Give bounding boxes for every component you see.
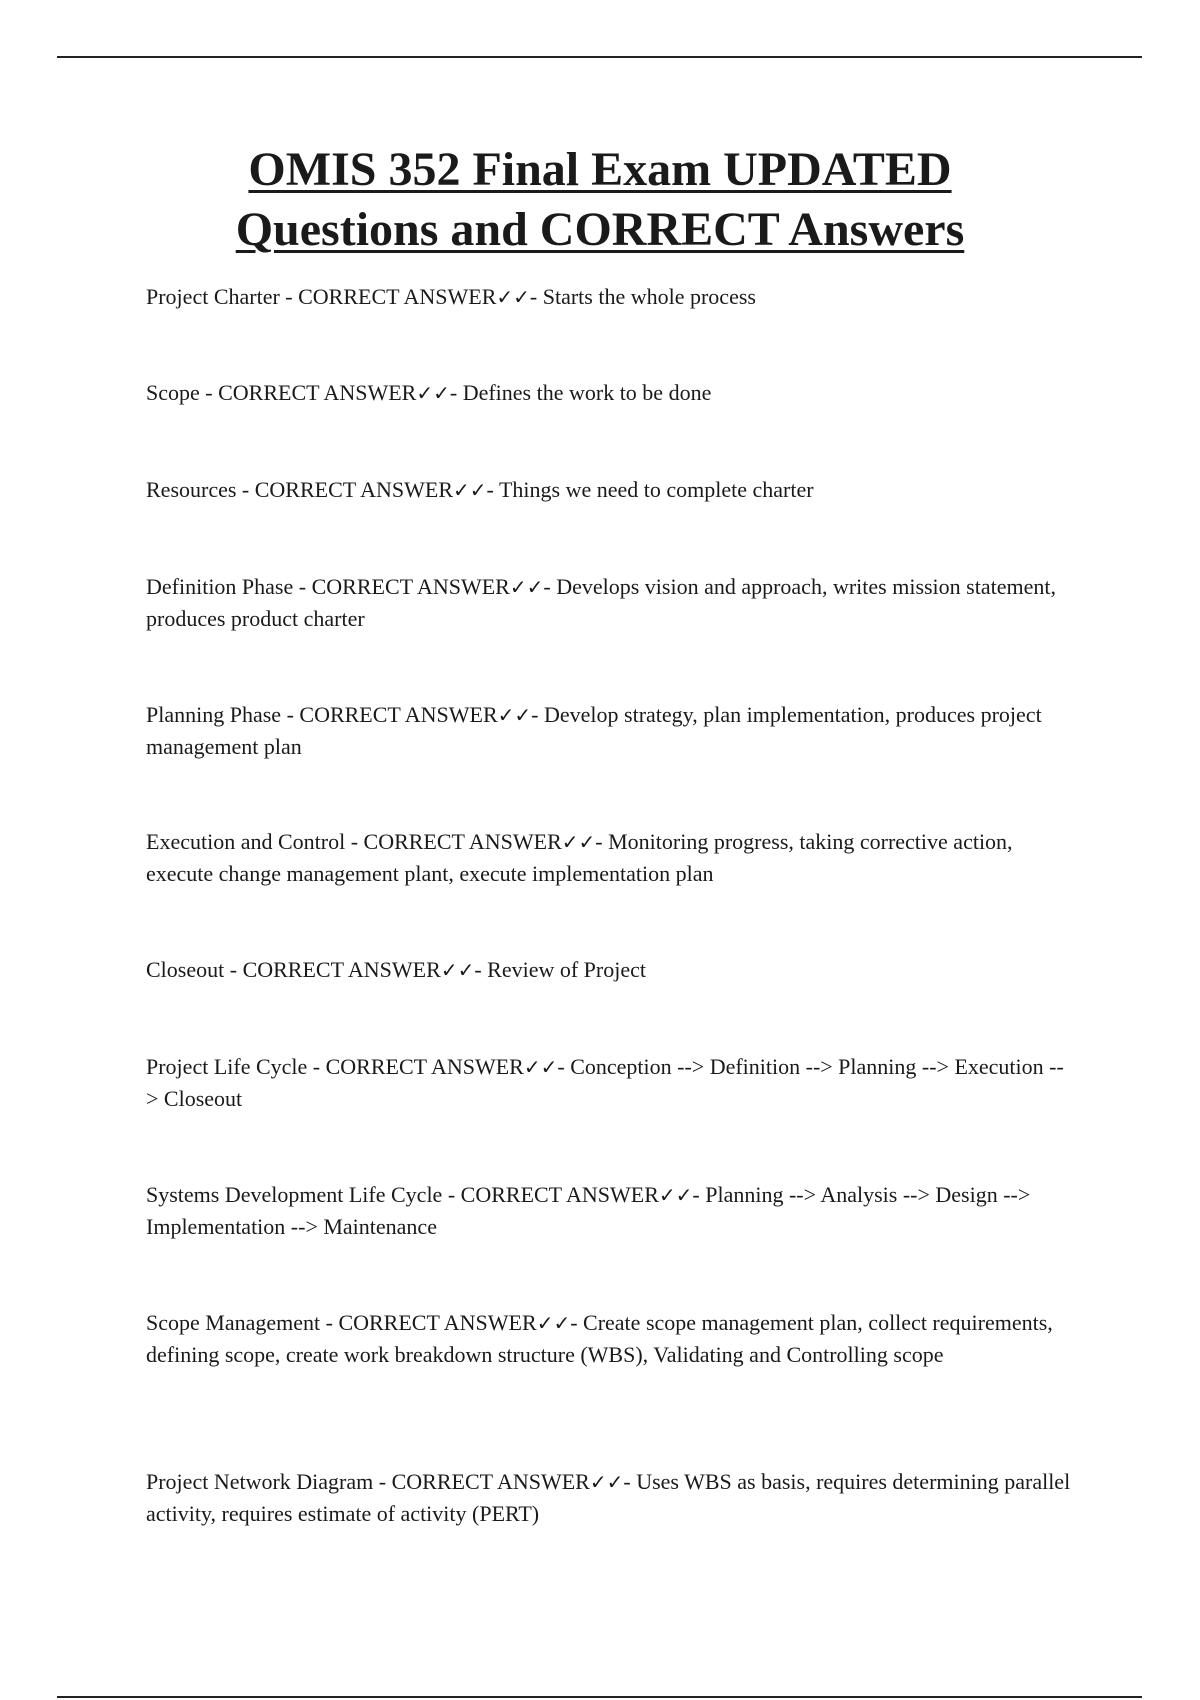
qa-term: Execution and Control xyxy=(146,829,346,854)
qa-term: Project Charter xyxy=(146,284,280,309)
correct-answer-label: CORRECT ANSWER xyxy=(391,1469,590,1494)
correct-answer-label: CORRECT ANSWER xyxy=(254,477,453,502)
qa-answer: Uses WBS as basis, requires determining parallel activity, requires estimate of activity (PERT) xyxy=(146,1469,1071,1526)
qa-entry: Execution and Control - CORRECT ANSWER✓✓- Monitoring progress, taking corrective action, execute change management plant, execute implementation plan xyxy=(146,829,1013,886)
qa-answer: Planning --> Analysis --> Design --> Implementation --> Maintenance xyxy=(146,1182,1031,1239)
qa-entry: Project Network Diagram - CORRECT ANSWER✓✓- Uses WBS as basis, requires determining parallel activity, requires estimate of activity (PERT) xyxy=(146,1469,1071,1526)
qa-term: Definition Phase xyxy=(146,574,294,599)
qa-answer: Review of Project xyxy=(487,957,647,982)
qa-entry: Scope - CORRECT ANSWER✓✓- Defines the work to be done xyxy=(146,380,712,405)
qa-term: Closeout xyxy=(146,957,225,982)
qa-term: Scope xyxy=(146,380,200,405)
double-check-icon: ✓✓ xyxy=(453,478,487,502)
double-check-icon: ✓✓ xyxy=(658,1183,693,1207)
qa-answer: Conception --> Definition --> Planning --> Execution --> Closeout xyxy=(146,1054,1064,1111)
qa-term: Scope Management xyxy=(146,1310,321,1335)
correct-answer-label: CORRECT ANSWER xyxy=(299,702,498,727)
qa-answer: Things we need to complete charter xyxy=(498,477,814,502)
page-title xyxy=(0,140,1200,260)
correct-answer-label: CORRECT ANSWER xyxy=(311,574,510,599)
qa-entry: Scope Management - CORRECT ANSWER✓✓- Create scope management plan, collect requirements, defining scope, create work breakdown structure (WBS), Validating and Controlling scope xyxy=(146,1310,1053,1367)
qa-entry: Closeout - CORRECT ANSWER✓✓- Review of Project xyxy=(146,957,647,982)
title-line-1: OMIS 352 Final Exam UPDATED xyxy=(248,143,952,196)
double-check-icon: ✓✓ xyxy=(440,958,475,982)
qa-answer: Develops vision and approach, writes mission statement, produces product charter xyxy=(146,574,1056,631)
qa-entry: Project Charter - CORRECT ANSWER✓✓- Starts the whole process xyxy=(146,284,756,309)
qa-entry: Definition Phase - CORRECT ANSWER✓✓- Develops vision and approach, writes mission statement, produces product charter xyxy=(146,574,1056,631)
qa-term: Resources xyxy=(146,477,237,502)
qa-entry: Systems Development Life Cycle - CORRECT ANSWER✓✓- Planning --> Analysis --> Design --> Implementation --> Maintenance xyxy=(146,1182,1031,1239)
correct-answer-label: CORRECT ANSWER xyxy=(218,380,417,405)
double-check-icon: ✓✓ xyxy=(497,703,532,727)
qa-answer: Monitoring progress, taking corrective action, execute change management plant, execute implementation plan xyxy=(146,829,1013,886)
qa-entry: Planning Phase - CORRECT ANSWER✓✓- Develop strategy, plan implementation, produces project management plan xyxy=(146,702,1042,759)
correct-answer-label: CORRECT ANSWER xyxy=(460,1182,659,1207)
double-check-icon: ✓✓ xyxy=(589,1470,624,1494)
qa-answer: Create scope management plan, collect requirements, defining scope, create work breakdown structure (WBS), Validating and Controlling scope xyxy=(146,1310,1053,1367)
double-check-icon: ✓✓ xyxy=(523,1055,558,1079)
qa-answer: Defines the work to be done xyxy=(462,380,712,405)
qa-term: Project Network Diagram xyxy=(146,1469,374,1494)
qa-term: Planning Phase xyxy=(146,702,282,727)
correct-answer-label: CORRECT ANSWER xyxy=(363,829,562,854)
correct-answer-label: CORRECT ANSWER xyxy=(325,1054,524,1079)
bottom-rule xyxy=(57,1696,1142,1698)
title-line-2: Questions and CORRECT Answers xyxy=(235,203,965,256)
qa-answer: Develop strategy, plan implementation, produces project management plan xyxy=(146,702,1042,759)
double-check-icon: ✓✓ xyxy=(536,1311,571,1335)
correct-answer-label: CORRECT ANSWER xyxy=(338,1310,537,1335)
top-rule xyxy=(57,56,1142,58)
double-check-icon: ✓✓ xyxy=(416,381,450,405)
double-check-icon: ✓✓ xyxy=(509,575,544,599)
qa-entry: Resources - CORRECT ANSWER✓✓- Things we need to complete charter xyxy=(146,477,814,502)
double-check-icon: ✓✓ xyxy=(561,830,596,854)
correct-answer-label: CORRECT ANSWER xyxy=(298,284,497,309)
qa-term: Systems Development Life Cycle xyxy=(146,1182,443,1207)
double-check-icon: ✓✓ xyxy=(496,285,530,309)
qa-answer: Starts the whole process xyxy=(542,284,756,309)
correct-answer-label: CORRECT ANSWER xyxy=(242,957,441,982)
qa-term: Project Life Cycle xyxy=(146,1054,308,1079)
qa-entry: Project Life Cycle - CORRECT ANSWER✓✓- Conception --> Definition --> Planning --> Execution --> Closeout xyxy=(146,1054,1064,1111)
